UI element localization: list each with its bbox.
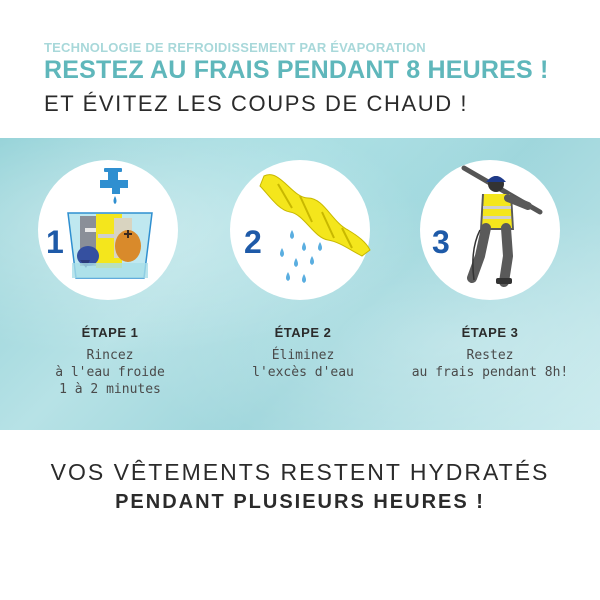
faucet-bucket-clothes-icon xyxy=(0,138,200,318)
step-3 xyxy=(400,138,600,430)
step-1-number: 1 xyxy=(46,224,64,260)
step-1-line-3: 1 à 2 minutes xyxy=(59,382,161,397)
step-2-line-2: l'excès d'eau xyxy=(252,365,354,380)
worker-icon xyxy=(400,138,600,318)
footer-line-1: VOS VÊTEMENTS RESTENT HYDRATÉS xyxy=(50,459,550,485)
header-tagline: ET ÉVITEZ LES COUPS DE CHAUD ! xyxy=(44,91,469,116)
step-2 xyxy=(200,138,400,430)
step-3-line-1: Restez xyxy=(466,348,514,363)
step-3-line-2: au frais pendant 8h! xyxy=(411,365,569,380)
step-1-description xyxy=(10,347,210,398)
step-1-label: ÉTAPE 1 xyxy=(81,325,139,340)
step-1 xyxy=(0,138,200,430)
wringing-towel-icon xyxy=(200,138,400,318)
steps-band xyxy=(0,138,600,430)
step-3-description xyxy=(390,347,590,381)
step-3-number: 3 xyxy=(432,224,450,260)
step-1-line-1: Rincez xyxy=(86,348,134,363)
header-title: RESTEZ AU FRAIS PENDANT 8 HEURES ! xyxy=(44,56,549,84)
footer-line-2: PENDANT PLUSIEURS HEURES ! xyxy=(115,491,485,513)
step-3-label: ÉTAPE 3 xyxy=(461,325,519,340)
header-subtitle: TECHNOLOGIE DE REFROIDISSEMENT PAR ÉVAPORATION xyxy=(44,40,426,55)
step-2-line-1: Éliminez xyxy=(271,348,335,363)
step-2-number: 2 xyxy=(244,224,262,260)
step-1-line-2: à l'eau froide xyxy=(55,365,165,380)
step-2-description xyxy=(203,347,403,381)
step-2-label: ÉTAPE 2 xyxy=(274,325,332,340)
header xyxy=(0,0,600,135)
